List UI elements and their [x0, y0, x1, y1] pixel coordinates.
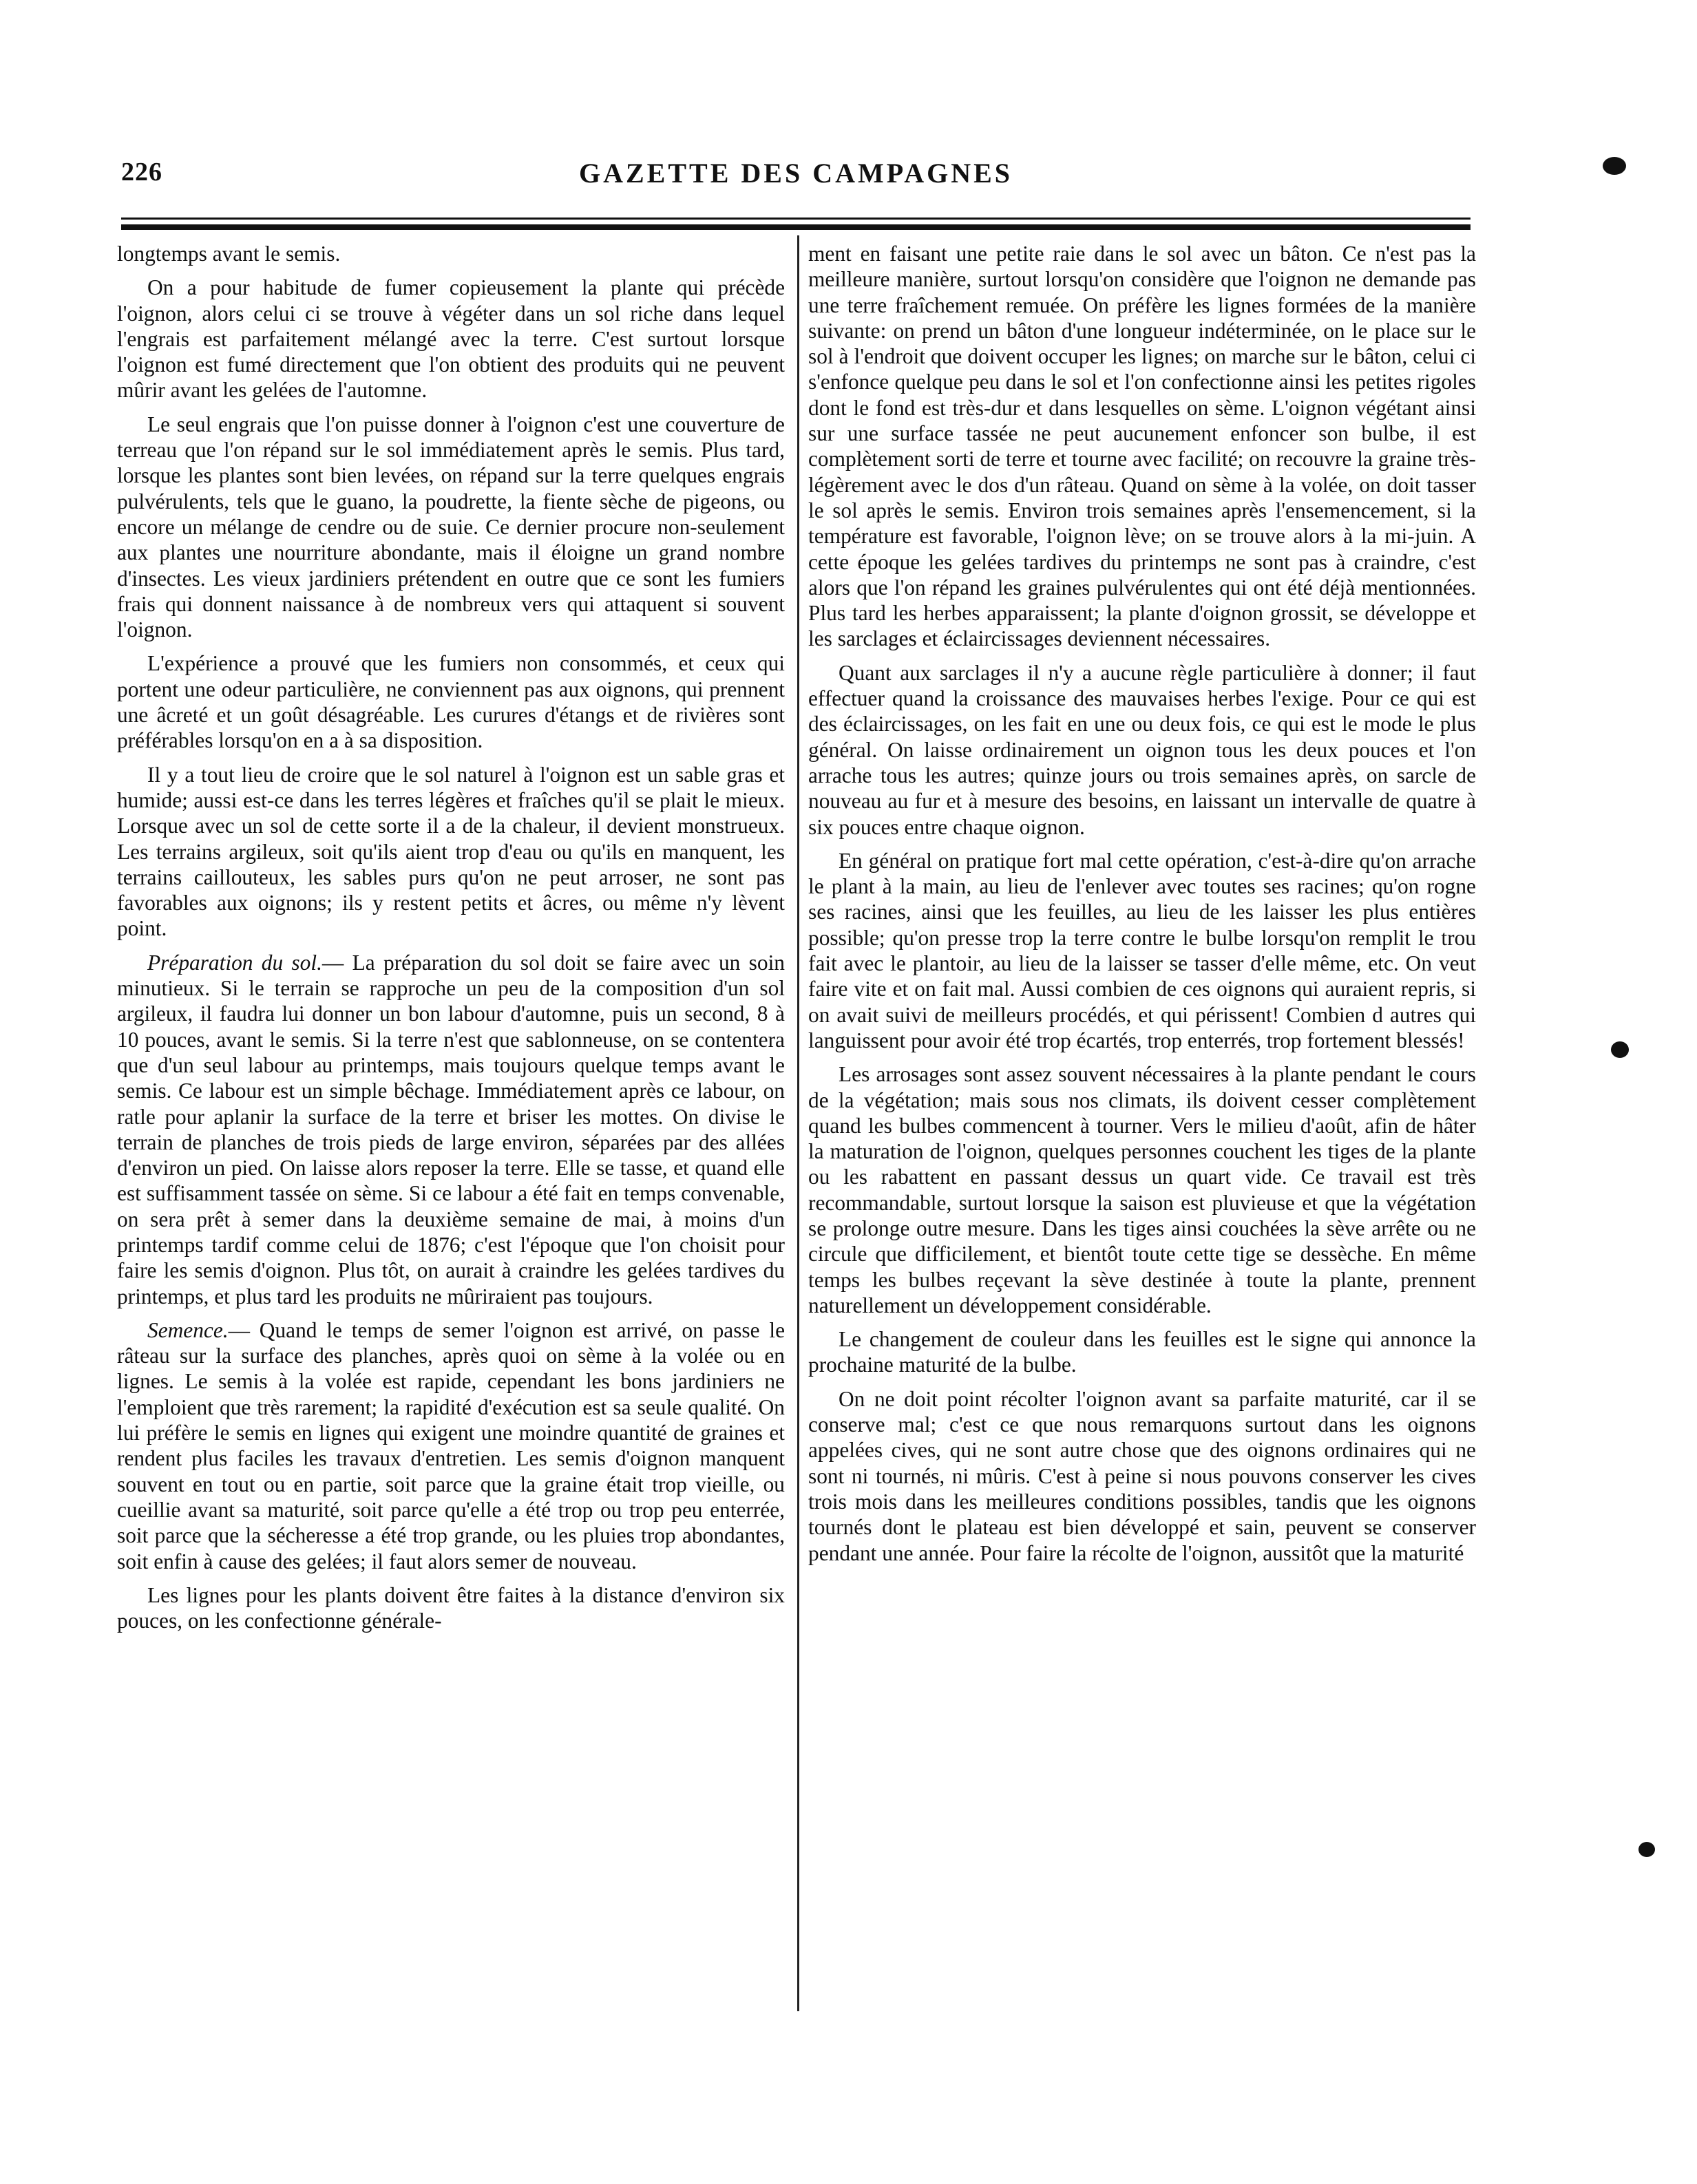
right-column — [808, 241, 1476, 2017]
paragraph: Les lignes pour les plants doivent être faites à la distance d'environ six pouces, on les confectionne générale- — [117, 1582, 785, 1633]
paragraph — [117, 1317, 785, 1574]
page-header — [121, 157, 1471, 198]
section-heading-preparation: Préparation du sol. — [147, 950, 322, 975]
paragraph: Le changement de couleur dans les feuilles est le signe qui annonce la prochaine maturité de la bulbe. — [808, 1327, 1476, 1377]
paragraph: On ne doit point récolter l'oignon avant sa parfaite maturité, car il se conserve mal; c'est ce que nous remarquons surtout dans les oignons appelées cives, qui ne sont autre chose que des oignons ordinaires qui ne sont ni tournés, ni mûris. C'est à peine si nous pouvons conserver les cives trois mois dans les meilleures conditions possibles, tandis que les oignons tournés dont le plateau est bien développé et sain, peuvent se conserver pendant une année. Pour faire la récolte de l'oignon, aussitôt que la maturité — [808, 1386, 1476, 1565]
paragraph — [117, 950, 785, 1309]
left-column — [117, 241, 785, 2017]
paragraph: Quant aux sarclages il n'y a aucune règle particulière à donner; il faut effectuer quand la croissance des mauvaises herbes l'exige. Pour ce qui est des éclaircissages, on les fait en une ou deux fois, ce qui est le mode le plus général. On laisse ordinairement un oignon tous les deux pouces et l'on arrache tous les autres; quinze jours ou trois semaines après, on sarcle de nouveau au fur et à mesure des besoins, en laissant un intervalle de quatre à six pouces entre chaque oignon. — [808, 660, 1476, 839]
paragraph: Les arrosages sont assez souvent nécessaires à la plante pendant le cours de la végétation; mais sous nos climats, ils doivent cesser complètement quand les bulbes commencent à tourner. Vers le milieu d'août, afin de hâter la maturation de l'oignon, quelques personnes couchent les tiges de la plante ou les rabattent en passant dessus un quart vide. Ce travail est très recommandable, surtout lorsque la saison est pluvieuse et que la végétation se prolonge outre mesure. Dans les tiges ainsi couchées la sève arrête ou ne circule que difficilement, et bientôt toute cette tige se dessèche. En même temps les bulbes reçevant la sève destinée à toute la plante, prennent naturellement un développement considérable. — [808, 1062, 1476, 1317]
section-heading-semence: Semence. — [147, 1317, 229, 1342]
journal-title: GAZETTE DES CAMPAGNES — [578, 158, 1013, 189]
paragraph: longtemps avant le semis. — [117, 242, 341, 266]
header-rule-thick — [121, 224, 1471, 230]
scan-speck — [1611, 1041, 1629, 1058]
header-rule-thin — [121, 218, 1471, 220]
column-divider — [797, 235, 799, 2011]
scan-speck — [1603, 157, 1626, 175]
paragraph: ment en faisant une petite raie dans le sol avec un bâton. Ce n'est pas la meilleure manière, surtout lorsqu'on considère que l'oignon ne demande pas une terre fraîchement remuée. On préfère les lignes formées de la manière suivante: on prend un bâton d'une longueur indéterminée, on le place sur le sol à l'endroit que doivent occuper les lignes; on marche sur le bâton, celui ci s'enfonce quelque peu dans le sol et l'on confectionne ainsi les petites rigoles dont le fond est très-dur et dans lesquelles on sème. L'oignon végétant ainsi sur une surface tassée ne peut aucunement enfoncer son bulbe, il est complètement sorti de terre et tourne avec facilité; on recouvre la graine très-légèrement avec le dos d'un râteau. Quand on sème à la volée, on doit tasser le sol après le semis. Environ trois semaines après l'ensemencement, si la température est favorable, l'oignon lève; on se trouve alors à la mi-juin. A cette époque les gelées tardives du printemps ne sont pas à craindre, c'est alors que l'on répand les graines pulvérulentes qui ont été déjà mentionnées. Plus tard les herbes apparaissent; la plante d'oignon grossit, se développe et les sarclages et éclaircissages deviennent nécessaires. — [808, 242, 1476, 651]
page-number: 226 — [121, 158, 162, 187]
scan-speck — [1638, 1842, 1655, 1857]
paragraph: On a pour habitude de fumer copieusement la plante qui précède l'oignon, alors celui ci se trouve à végéter dans un sol riche dans lequel l'engrais est parfaitement mélangé avec la terre. C'est surtout lorsque l'oignon est fumé directement que l'on obtient des produits qui ne peuvent mûrir avant les gelées de l'automne. — [117, 275, 785, 403]
paragraph: Il y a tout lieu de croire que le sol naturel à l'oignon est un sable gras et humide; aussi est-ce dans les terres légères et fraîches qu'il se plait le mieux. Lorsque avec un sol de cette sorte il a de la chaleur, il devient monstrueux. Les terrains argileux, soit qu'ils aient trop d'eau ou qu'ils en manquent, les terrains caillouteux, les sables purs qu'on ne peut arroser, ne sont pas favorables aux oignons; ils y restent petits et âcres, ou même n'y lèvent point. — [117, 762, 785, 941]
paragraph: Le seul engrais que l'on puisse donner à l'oignon c'est une couverture de terreau que l'on répand sur le sol immédiatement après le semis. Plus tard, lorsque les plantes sont bien levées, on répand sur la terre quelques engrais pulvérulents, tels que le guano, la poudrette, la fiente sèche de pigeons, ou encore un mélange de cendre ou de suie. Ce dernier procure non-seulement aux plantes une nourriture abondante, mais il éloigne un grand nombre d'insectes. Les vieux jardiniers prétendent en outre que ce sont les fumiers frais qui donnent naissance à de nombreux vers qui attaquent si souvent l'oignon. — [117, 412, 785, 642]
paragraph: L'expérience a prouvé que les fumiers non consommés, et ceux qui portent une odeur particulière, ne conviennent pas aux oignons, qui prennent une âcreté et un goût désagréable. Les curures d'étangs et de rivières sont préférables lorsqu'on en a à sa disposition. — [117, 651, 785, 753]
paragraph-text: — La préparation du sol doit se faire avec un soin minutieux. Si le terrain se rapproche un peu de la composition d'un sol argileux, il faudra lui donner un bon labour d'automne, puis un second, 8 à 10 pouces, avant le semis. Si la terre n'est que sablonneuse, on se contentera que d'un seul labour au printemps, mais toujours quelque temps avant le semis. Ce labour est un simple bêchage. Immédiatement après ce labour, on ratle pour aplanir la surface de la terre et briser les mottes. On divise le terrain de planches de trois pieds de large environ, séparées par des allées d'environ un pied. On laisse alors reposer la terre. Elle se tasse, et quand elle est suffisamment tassée on sème. Si ce labour a été fait en temps convenable, on sera prêt à semer dans la deuxième semaine de mai, à moins d'un printemps tardif comme celui de 1876; c'est l'époque que l'on choisit pour faire les semis d'oignon. Plus tôt, on aurait à craindre les gelées tardives du printemps, et plus tard les produits ne mûriraient pas toujours. — [117, 950, 785, 1308]
paragraph: En général on pratique fort mal cette opération, c'est-à-dire qu'on arrache le plant à la main, au lieu de l'enlever avec toutes ses racines; qu'on rogne ses racines, ainsi que les feuilles, au lieu de les laisser les plus entières possible; qu'on presse trop la terre contre le bulbe lorsqu'on remplit le trou fait avec le plantoir, au lieu de la laisser se tasser d'elle même, etc. On veut faire vite et on fait mal. Aussi combien de ces oignons qui auraient repris, si on avait suivi de meilleurs procédés, et qui périssent! Combien d autres qui languissent pour avoir été trop écartés, trop enterrés, trop fortement blessés! — [808, 848, 1476, 1052]
paragraph-text: — Quand le temps de semer l'oignon est arrivé, on passe le râteau sur la surface des planches, après quoi on sème à la volée ou en lignes. Le semis à la volée est rapide, cependant les bons jardiniers ne l'emploient que très rarement; la rapidité d'exécution est sa seule qualité. On lui préfère le semis en lignes qui exigent une moindre quantité de graines et rendent plus faciles les travaux d'entretien. Les semis d'oignon manquent souvent en tout ou en partie, soit parce que la graine était trop vieille, ou cueillie avant sa maturité, soit parce qu'elle a été trop ou trop peu enterrée, soit parce que la sécheresse a été trop grande, ou les pluies trop abondantes, soit enfin à cause des gelées; il faut alors semer de nouveau. — [117, 1317, 785, 1573]
